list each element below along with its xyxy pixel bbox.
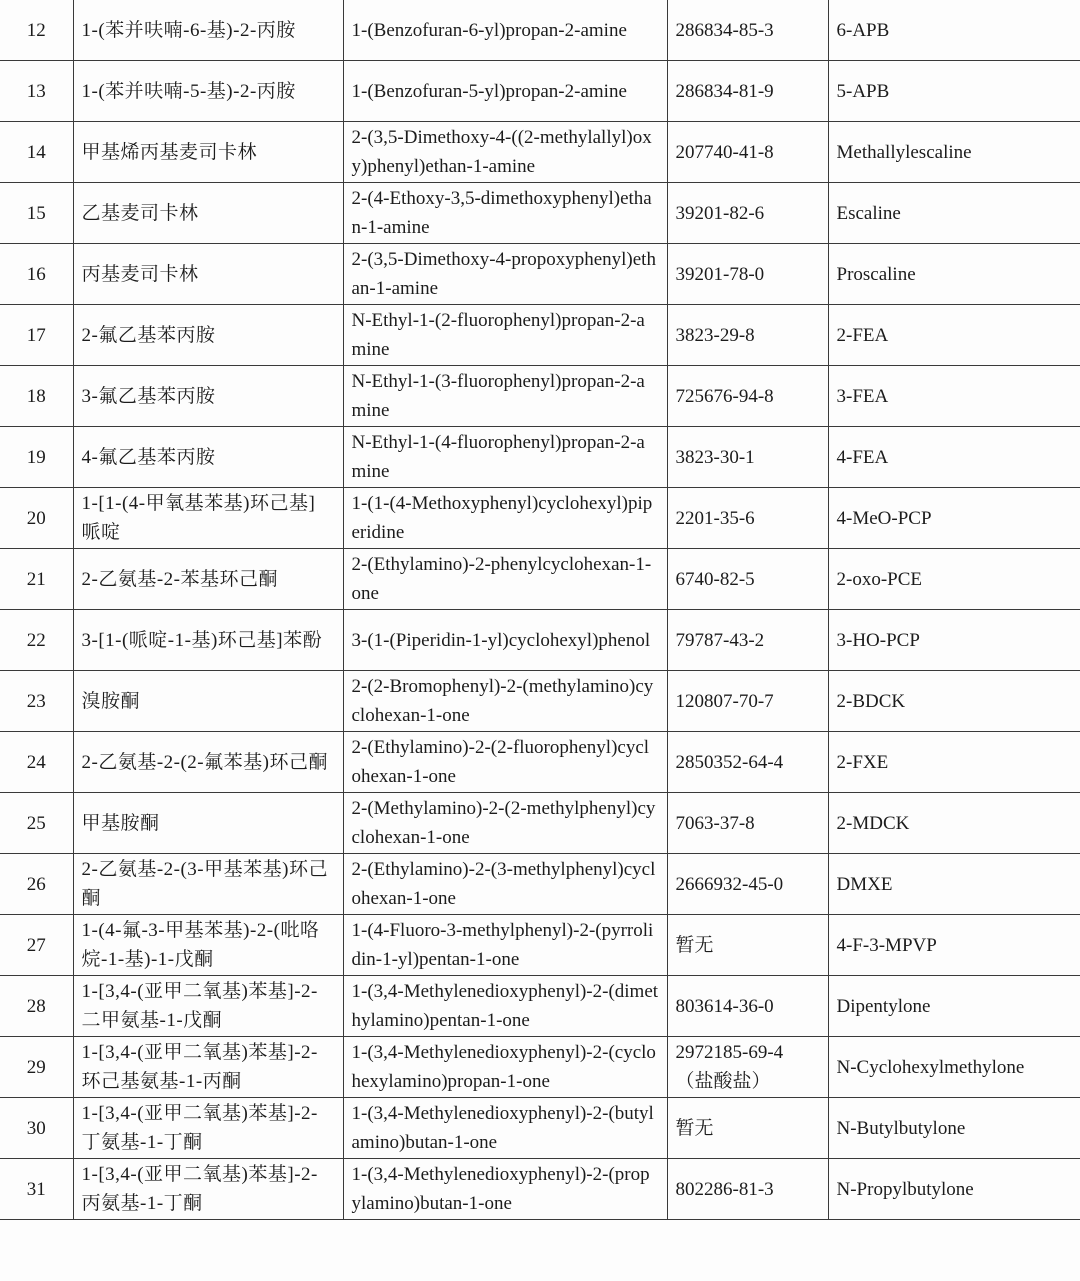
cell-serial-number: 18 [0,366,73,427]
table-row [0,671,1080,732]
cell-abbreviation: N-Cyclohexylmethylone [828,1037,1080,1098]
cell-abbreviation: Methallylescaline [828,122,1080,183]
cell-abbreviation: 4-MeO-PCP [828,488,1080,549]
cell-serial-number: 20 [0,488,73,549]
cell-english-name: 2-(4-Ethoxy-3,5-dimethoxyphenyl)ethan-1-amine [343,183,667,244]
table-row [0,915,1080,976]
cell-abbreviation: DMXE [828,854,1080,915]
table-row [0,1159,1080,1220]
cell-english-name: 1-(1-(4-Methoxyphenyl)cyclohexyl)piperidine [343,488,667,549]
table-row [0,0,1080,61]
cell-english-name: 2-(Ethylamino)-2-(3-methylphenyl)cyclohexan-1-one [343,854,667,915]
table-row [0,549,1080,610]
cell-cas-number: 802286-81-3 [667,1159,828,1220]
cell-serial-number: 21 [0,549,73,610]
cell-english-name: N-Ethyl-1-(2-fluorophenyl)propan-2-amine [343,305,667,366]
cell-english-name: 2-(Ethylamino)-2-phenylcyclohexan-1-one [343,549,667,610]
cell-chinese-name: 3-氟乙基苯丙胺 [73,366,343,427]
table-row [0,793,1080,854]
cell-cas-number: 7063-37-8 [667,793,828,854]
cell-abbreviation: 2-FXE [828,732,1080,793]
table-row [0,732,1080,793]
cell-abbreviation: N-Propylbutylone [828,1159,1080,1220]
table-row [0,610,1080,671]
table-row [0,61,1080,122]
table-row [0,1098,1080,1159]
cell-chinese-name: 1-(苯并呋喃-5-基)-2-丙胺 [73,61,343,122]
cell-chinese-name: 2-乙氨基-2-(3-甲基苯基)环己酮 [73,854,343,915]
cell-serial-number: 31 [0,1159,73,1220]
cell-english-name: 2-(Ethylamino)-2-(2-fluorophenyl)cyclohexan-1-one [343,732,667,793]
table-row [0,976,1080,1037]
cell-cas-number: 6740-82-5 [667,549,828,610]
cell-serial-number: 25 [0,793,73,854]
cell-english-name: 2-(3,5-Dimethoxy-4-((2-methylallyl)oxy)phenyl)ethan-1-amine [343,122,667,183]
cell-cas-number: 725676-94-8 [667,366,828,427]
cell-cas-number: 207740-41-8 [667,122,828,183]
cell-cas-number: 120807-70-7 [667,671,828,732]
cell-cas-number: 286834-81-9 [667,61,828,122]
cell-abbreviation: 4-F-3-MPVP [828,915,1080,976]
cell-english-name: 1-(Benzofuran-5-yl)propan-2-amine [343,61,667,122]
cell-abbreviation: N-Butylbutylone [828,1098,1080,1159]
table-row [0,427,1080,488]
cell-serial-number: 24 [0,732,73,793]
cell-english-name: N-Ethyl-1-(3-fluorophenyl)propan-2-amine [343,366,667,427]
cell-serial-number: 22 [0,610,73,671]
cell-chinese-name: 溴胺酮 [73,671,343,732]
cell-english-name: 2-(3,5-Dimethoxy-4-propoxyphenyl)ethan-1-amine [343,244,667,305]
cell-abbreviation: 2-BDCK [828,671,1080,732]
cell-serial-number: 30 [0,1098,73,1159]
cell-chinese-name: 3-[1-(哌啶-1-基)环己基]苯酚 [73,610,343,671]
cell-english-name: 2-(Methylamino)-2-(2-methylphenyl)cyclohexan-1-one [343,793,667,854]
cell-english-name: 1-(3,4-Methylenedioxyphenyl)-2-(butylamino)butan-1-one [343,1098,667,1159]
cell-cas-number: 79787-43-2 [667,610,828,671]
cell-serial-number: 27 [0,915,73,976]
cell-chinese-name: 乙基麦司卡林 [73,183,343,244]
cell-abbreviation: 2-FEA [828,305,1080,366]
cell-chinese-name: 2-乙氨基-2-(2-氟苯基)环己酮 [73,732,343,793]
cell-chinese-name: 1-[3,4-(亚甲二氧基)苯基]-2-丁氨基-1-丁酮 [73,1098,343,1159]
table-row [0,122,1080,183]
cell-cas-number: 3823-30-1 [667,427,828,488]
cell-abbreviation: 5-APB [828,61,1080,122]
cell-english-name: 1-(4-Fluoro-3-methylphenyl)-2-(pyrrolidin-1-yl)pentan-1-one [343,915,667,976]
cell-chinese-name: 2-氟乙基苯丙胺 [73,305,343,366]
cell-chinese-name: 4-氟乙基苯丙胺 [73,427,343,488]
cell-chinese-name: 2-乙氨基-2-苯基环己酮 [73,549,343,610]
cell-serial-number: 19 [0,427,73,488]
cell-english-name: 2-(2-Bromophenyl)-2-(methylamino)cyclohexan-1-one [343,671,667,732]
cell-cas-number: 39201-82-6 [667,183,828,244]
cell-cas-number: 3823-29-8 [667,305,828,366]
table-row [0,183,1080,244]
cell-serial-number: 17 [0,305,73,366]
cell-cas-number: 2666932-45-0 [667,854,828,915]
cell-serial-number: 16 [0,244,73,305]
cell-serial-number: 23 [0,671,73,732]
table-row [0,854,1080,915]
cell-english-name: 1-(3,4-Methylenedioxyphenyl)-2-(dimethylamino)pentan-1-one [343,976,667,1037]
cell-cas-number: 2972185-69-4 （盐酸盐） [667,1037,828,1098]
cell-abbreviation: Escaline [828,183,1080,244]
cell-abbreviation: Proscaline [828,244,1080,305]
table-row [0,488,1080,549]
cell-english-name: N-Ethyl-1-(4-fluorophenyl)propan-2-amine [343,427,667,488]
cell-cas-number: 286834-85-3 [667,0,828,61]
table-row [0,1037,1080,1098]
cell-abbreviation: 3-HO-PCP [828,610,1080,671]
cell-chinese-name: 1-[3,4-(亚甲二氧基)苯基]-2-丙氨基-1-丁酮 [73,1159,343,1220]
cell-cas-number: 暂无 [667,915,828,976]
cell-abbreviation: 6-APB [828,0,1080,61]
cell-serial-number: 15 [0,183,73,244]
cell-chinese-name: 1-(苯并呋喃-6-基)-2-丙胺 [73,0,343,61]
table-row [0,305,1080,366]
cell-cas-number: 2850352-64-4 [667,732,828,793]
cell-chinese-name: 1-[1-(4-甲氧基苯基)环己基]哌啶 [73,488,343,549]
cell-cas-number: 39201-78-0 [667,244,828,305]
cell-abbreviation: 2-oxo-PCE [828,549,1080,610]
cell-serial-number: 28 [0,976,73,1037]
cell-cas-number: 2201-35-6 [667,488,828,549]
cell-chinese-name: 甲基胺酮 [73,793,343,854]
cell-serial-number: 14 [0,122,73,183]
cell-cas-number: 803614-36-0 [667,976,828,1037]
table-row [0,366,1080,427]
cell-cas-number: 暂无 [667,1098,828,1159]
cell-chinese-name: 1-(4-氟-3-甲基苯基)-2-(吡咯烷-1-基)-1-戊酮 [73,915,343,976]
table-row [0,244,1080,305]
cell-abbreviation: 4-FEA [828,427,1080,488]
cell-serial-number: 12 [0,0,73,61]
cell-english-name: 1-(3,4-Methylenedioxyphenyl)-2-(cyclohexylamino)propan-1-one [343,1037,667,1098]
cell-chinese-name: 丙基麦司卡林 [73,244,343,305]
cell-english-name: 3-(1-(Piperidin-1-yl)cyclohexyl)phenol [343,610,667,671]
cell-serial-number: 26 [0,854,73,915]
cell-abbreviation: 2-MDCK [828,793,1080,854]
cell-english-name: 1-(Benzofuran-6-yl)propan-2-amine [343,0,667,61]
cell-serial-number: 29 [0,1037,73,1098]
cell-abbreviation: 3-FEA [828,366,1080,427]
cell-chinese-name: 甲基烯丙基麦司卡林 [73,122,343,183]
cell-english-name: 1-(3,4-Methylenedioxyphenyl)-2-(propylamino)butan-1-one [343,1159,667,1220]
cell-chinese-name: 1-[3,4-(亚甲二氧基)苯基]-2-环己基氨基-1-丙酮 [73,1037,343,1098]
cell-chinese-name: 1-[3,4-(亚甲二氧基)苯基]-2-二甲氨基-1-戊酮 [73,976,343,1037]
cell-abbreviation: Dipentylone [828,976,1080,1037]
cell-serial-number: 13 [0,61,73,122]
